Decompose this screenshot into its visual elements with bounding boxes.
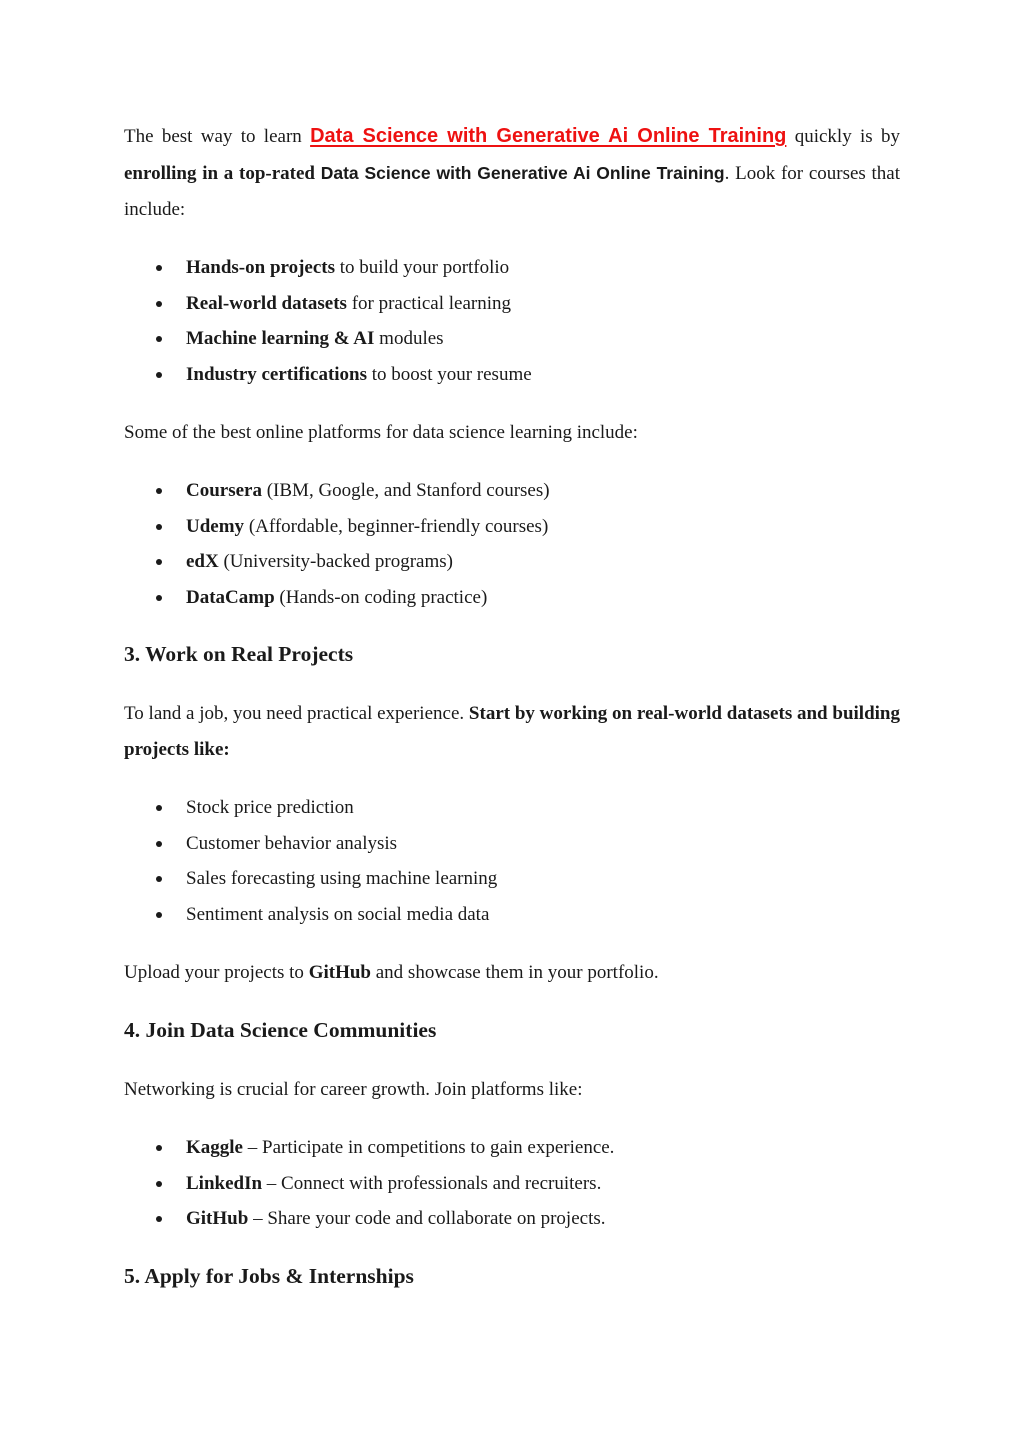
section3-paragraph	[124, 696, 900, 768]
features-list	[124, 250, 900, 392]
community-name: GitHub	[186, 1208, 249, 1229]
section3-bold-text: Start by working on real-world datasets and building projects like:	[124, 703, 900, 760]
list-item	[124, 473, 900, 509]
section5-heading: 5. Apply for Jobs & Internships	[124, 1263, 414, 1288]
platform-name: DataCamp	[186, 586, 275, 608]
community-desc: – Connect with professionals and recruiters.	[262, 1172, 602, 1194]
section4-heading: 4. Join Data Science Communities	[124, 1018, 437, 1042]
project-text: Stock price prediction	[186, 797, 354, 818]
list-item	[124, 321, 900, 357]
upload-text-end: and showcase them in your portfolio.	[371, 962, 659, 983]
intro-bold-course-name: Data Science with Generative Ai Online Training	[320, 163, 725, 183]
list-item	[124, 790, 900, 826]
community-desc: – Participate in competitions to gain experience.	[243, 1137, 615, 1158]
platform-name: edX	[186, 551, 219, 572]
bullet-icon	[156, 559, 162, 565]
bullet-icon	[156, 912, 162, 918]
platforms-intro: Some of the best online platforms for data science learning include:	[124, 422, 638, 443]
platform-name: Udemy	[186, 515, 245, 537]
bullet-icon	[156, 1145, 162, 1151]
platforms-list	[124, 473, 900, 615]
feature-rest: to boost your resume	[367, 363, 532, 385]
feature-bold: Hands-on projects	[186, 257, 336, 278]
list-item	[124, 1166, 900, 1202]
projects-list	[124, 790, 900, 932]
upload-bold: GitHub	[308, 962, 371, 983]
feature-rest: modules	[374, 328, 444, 349]
community-name: LinkedIn	[186, 1172, 263, 1194]
platform-desc: (Affordable, beginner-friendly courses)	[244, 515, 549, 537]
intro-text-end: . Look for courses that include:	[124, 163, 901, 220]
intro-paragraph	[124, 118, 900, 228]
list-item	[124, 826, 900, 862]
bullet-icon	[156, 876, 162, 882]
list-item	[124, 357, 900, 393]
bullet-icon	[156, 805, 162, 811]
bullet-icon	[156, 336, 162, 342]
platform-desc: (IBM, Google, and Stanford courses)	[261, 480, 550, 501]
bullet-icon	[156, 1216, 162, 1222]
list-item	[124, 509, 900, 545]
intro-text-middle: quickly is by	[786, 126, 900, 147]
list-item	[124, 1130, 900, 1166]
feature-bold: Machine learning & AI	[186, 328, 375, 349]
project-text: Customer behavior analysis	[186, 832, 398, 854]
list-item	[124, 861, 900, 897]
bullet-icon	[156, 301, 162, 307]
section3-heading: 3. Work on Real Projects	[124, 642, 354, 666]
bullet-icon	[156, 841, 162, 847]
upload-text-start: Upload your projects to	[124, 962, 309, 983]
section3-text: To land a job, you need practical experience.	[124, 703, 469, 724]
course-link[interactable]: Data Science with Generative Ai Online Training	[310, 125, 787, 147]
list-item	[124, 544, 900, 580]
community-desc: – Share your code and collaborate on projects.	[248, 1208, 606, 1229]
intro-bold-text: enrolling in a top-rated	[124, 163, 321, 184]
feature-bold: Industry certifications	[186, 363, 368, 385]
feature-rest: to build your portfolio	[335, 257, 510, 278]
list-item	[124, 1201, 900, 1237]
platform-desc: (Hands-on coding practice)	[274, 586, 488, 608]
platform-desc: (University-backed programs)	[218, 551, 453, 572]
project-text: Sales forecasting using machine learning	[186, 868, 498, 889]
project-text: Sentiment analysis on social media data	[186, 903, 490, 925]
bullet-icon	[156, 372, 162, 378]
list-item	[124, 286, 900, 322]
intro-text-start: The best way to learn	[124, 126, 311, 147]
bullet-icon	[156, 595, 162, 601]
bullet-icon	[156, 265, 162, 271]
section4-paragraph: Networking is crucial for career growth. Join platforms like:	[124, 1079, 583, 1100]
bullet-icon	[156, 488, 162, 494]
community-name: Kaggle	[186, 1137, 243, 1158]
communities-list	[124, 1130, 900, 1237]
list-item	[124, 250, 900, 286]
upload-paragraph	[124, 955, 900, 991]
feature-bold: Real-world datasets	[186, 292, 347, 314]
document-page	[124, 118, 900, 1291]
list-item	[124, 897, 900, 933]
bullet-icon	[156, 524, 162, 530]
bullet-icon	[156, 1181, 162, 1187]
platform-name: Coursera	[186, 480, 262, 501]
feature-rest: for practical learning	[346, 292, 512, 314]
list-item	[124, 580, 900, 616]
